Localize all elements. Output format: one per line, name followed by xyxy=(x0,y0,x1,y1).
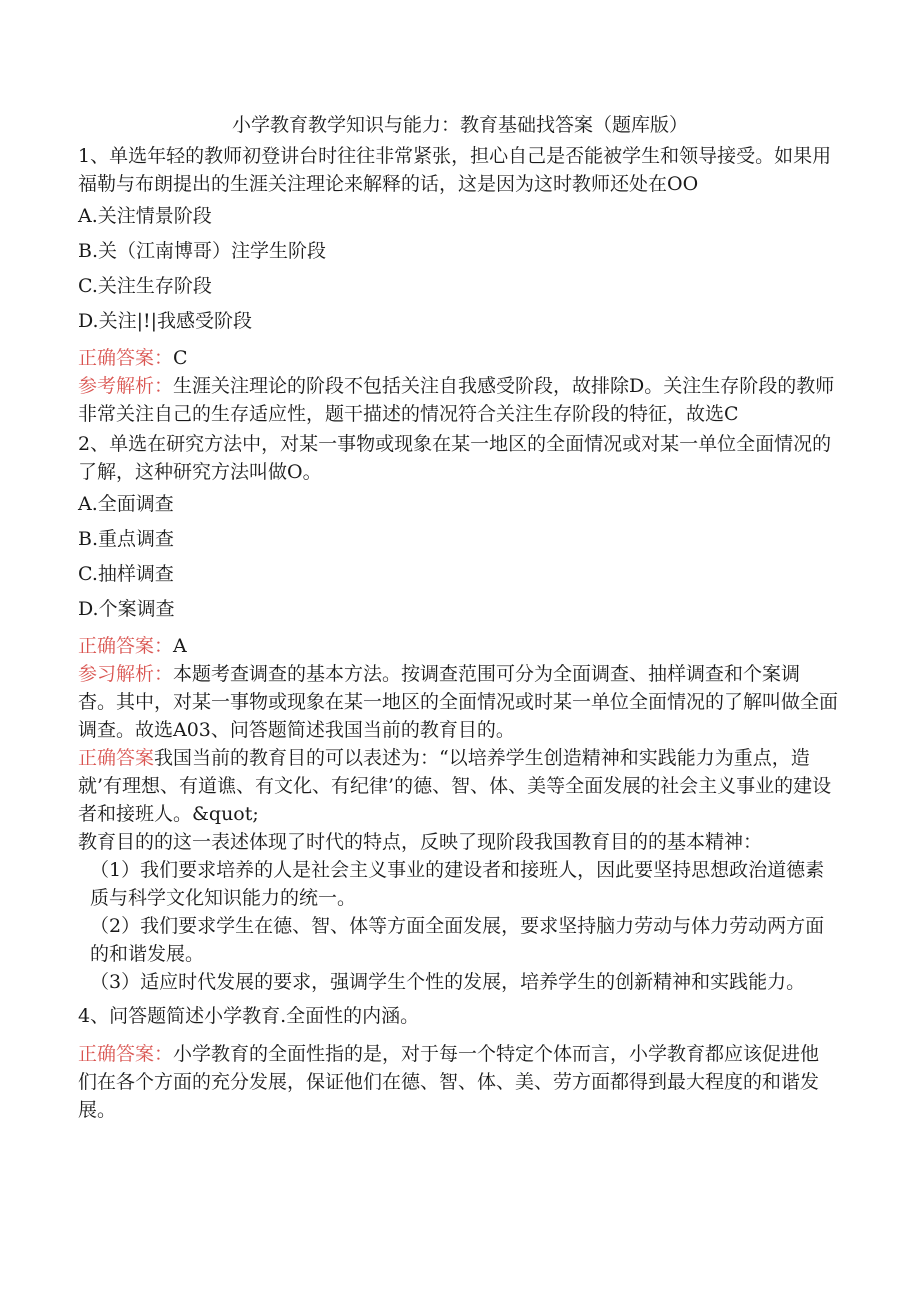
question-4 xyxy=(78,1002,838,1124)
option-a: A.关注情景阶段 xyxy=(78,205,212,227)
option-c: C.抽样调查 xyxy=(78,563,174,585)
analysis-text: 本题考查调查的基本方法。按调查范围可分为全面调查、抽样调查和个案调杳。其中，对某一事物或现象在某一地区的全面情况或时某一单位全面情况的了解叫做全面调查。故选A03、问答题简述我国当前的教育目的。 xyxy=(78,663,839,741)
option-b: B.关（江南博哥）注学生阶段 xyxy=(78,240,327,262)
answer-point-1: （1）我们要求培养的人是社会主义事业的建设者和接班人，因此要坚持思想政治道德素质与科学文化知识能力的统一。 xyxy=(90,859,825,909)
option-b: B.重点调查 xyxy=(78,528,175,550)
option-c: C.关注生存阶段 xyxy=(78,275,212,297)
question-3 xyxy=(78,744,838,996)
answer-text: 我国当前的教育目的可以表述为：“以培养学生创造精神和实践能力为重点，造就’有理想、有道谯、有文化、有纪律’的德、智、体、美等全面发展的社会主义事业的建设者和接班人。&quot; xyxy=(78,747,832,825)
option-d: D.个案调查 xyxy=(78,598,175,620)
answer-line xyxy=(78,1040,838,1124)
analysis-text: 生涯关注理论的阶段不包括关注自我感受阶段，故排除D。关注生存阶段的教师非常关注自己的生存适应性，题干描述的情况符合关注生存阶段的特征，故选C xyxy=(78,375,835,425)
answer-label: 正确答案 xyxy=(78,747,155,769)
analysis-line xyxy=(78,372,838,428)
option-a: A.全面调查 xyxy=(78,493,174,515)
answer-value: A xyxy=(173,635,187,657)
document-body xyxy=(78,140,838,1124)
answer-point-2: （2）我们要求学生在德、智、体等方面全面发展，要求坚持脑力劳动与体力劳动两方面的和谐发展。 xyxy=(90,915,825,965)
document-title: 小学教育教学知识与能力：教育基础找答案（题库版） xyxy=(231,114,688,136)
question-stem: 4、问答题简述小学教育.全面性的内涵。 xyxy=(78,1005,420,1027)
answer-value: C xyxy=(173,347,188,369)
question-stem: 2、单选在研究方法中，对某一事物或现象在某一地区的全面情况或对某一单位全面情况的了解，这种研究方法叫做O。 xyxy=(78,433,832,483)
answer-label: 正确答案： xyxy=(78,1043,174,1065)
option-d: D.关注|!|我感受阶段 xyxy=(78,310,253,332)
analysis-line xyxy=(78,660,838,744)
analysis-label: 参习解析： xyxy=(78,663,174,685)
answer-line xyxy=(78,744,838,828)
analysis-label: 参考解析： xyxy=(78,375,174,397)
answer-intro: 教育目的的这一表述体现了时代的特点，反映了现阶段我国教育目的的基本精神： xyxy=(78,831,763,853)
question-stem: 1、单选年轻的教师初登讲台时往往非常紧张，担心自己是否能被学生和领导接受。如果用福勒与布朗提出的生涯关注理论来解释的话，这是因为这时教师还处在OO xyxy=(78,145,832,195)
answer-line xyxy=(78,632,838,660)
answer-point-3: （3）适应时代发展的要求，强调学生个性的发展，培养学生的创新精神和实践能力。 xyxy=(90,971,806,993)
answer-text: 小学教育的全面性指的是，对于每一个特定个体而言，小学教育都应该促进他们在各个方面的充分发展，保证他们在德、智、体、美、劳方面都得到最大程度的和谐发展。 xyxy=(78,1043,820,1121)
answer-label: 正确答案： xyxy=(78,347,174,369)
question-2 xyxy=(78,430,838,744)
answer-label: 正确答案： xyxy=(78,635,174,657)
answer-line xyxy=(78,344,838,372)
question-1 xyxy=(78,142,838,428)
